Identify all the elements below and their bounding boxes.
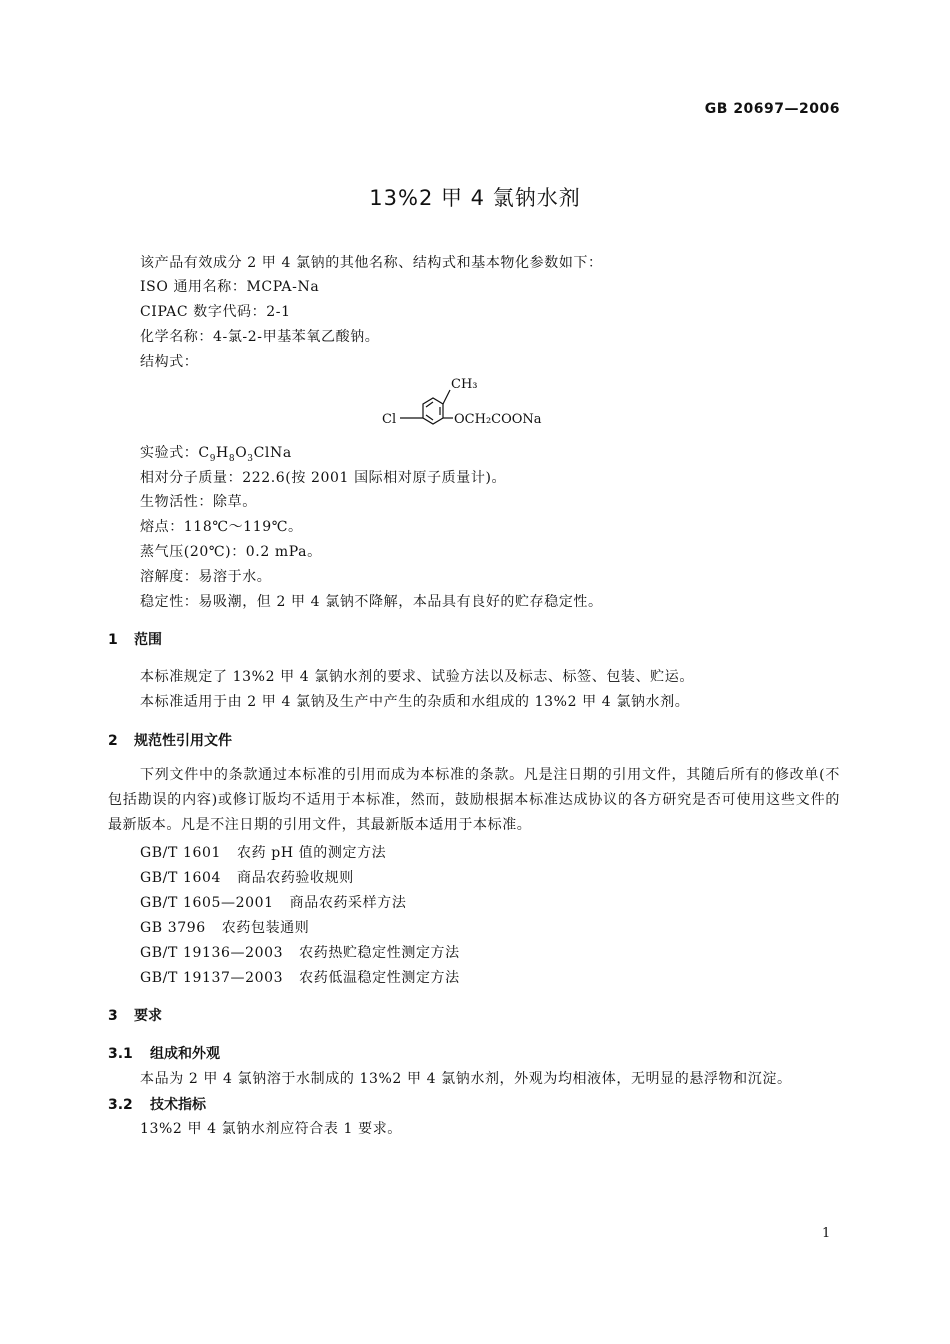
bio-activity: 生物活性：除草。 (140, 494, 257, 510)
reference-code: GB/T 1601 (140, 845, 222, 861)
section-title: 组成和外观 (150, 1046, 220, 1062)
molecular-weight: 相对分子质量：222.6(按 2001 国际相对原子质量计)。 (140, 470, 507, 486)
substituent-chloro: Cl (382, 412, 397, 427)
reference-code: GB 3796 (140, 920, 206, 936)
section-number: 1 (108, 632, 118, 648)
structure-label: 结构式： (140, 354, 199, 370)
page-number: 1 (822, 1226, 831, 1241)
structural-formula (370, 372, 580, 440)
intro-lead: 该产品有效成分 2 甲 4 氯钠的其他名称、结构式和基本物化参数如下： (140, 255, 603, 271)
section-title: 技术指标 (150, 1097, 206, 1113)
empirical-formula (140, 442, 292, 464)
formula-value: $C_9H_8O_3ClNa$ (198, 445, 292, 464)
section-3-heading (108, 1005, 162, 1025)
section-3-1-heading (108, 1043, 220, 1063)
chemical-name: 化学名称：4-氯-2-甲基苯氧乙酸钠。 (140, 329, 380, 345)
section-number: 3.1 (108, 1046, 133, 1062)
standard-number: GB 20697—2006 (704, 101, 840, 117)
methyl-bond (443, 390, 450, 404)
cipac-code: CIPAC 数字代码：2-1 (140, 304, 291, 320)
reference-title: 农药低温稳定性测定方法 (299, 970, 460, 986)
reference-title: 农药包装通则 (221, 920, 310, 936)
benzene-ring (400, 390, 453, 424)
reference-item (140, 942, 460, 962)
reference-item (140, 967, 460, 987)
section-2-heading (108, 730, 232, 750)
melting-point: 熔点：118℃～119℃。 (140, 519, 303, 535)
vapor-pressure: 蒸气压(20℃)：0.2 mPa。 (140, 544, 322, 560)
iso-name: ISO 通用名称：MCPA-Na (140, 279, 320, 295)
formula-prefix: 实验式： (140, 445, 199, 461)
reference-item (140, 892, 406, 912)
stability: 稳定性：易吸潮，但 2 甲 4 氯钠不降解，本品具有良好的贮存稳定性。 (140, 594, 603, 610)
section-number: 3 (108, 1008, 118, 1024)
section-number: 2 (108, 733, 118, 749)
section-number: 3.2 (108, 1097, 133, 1113)
reference-item (140, 917, 309, 937)
reference-code: GB/T 19136—2003 (140, 945, 284, 961)
references-paragraph: 下列文件中的条款通过本标准的引用而成为本标准的条款。凡是注日期的引用文件，其随后所有的修改单(不包括勘误的内容)或修订版均不适用于本标准，然而，鼓励根据本标准达成协议的各方研究是否可使用这些文件的最新版本。凡是不注日期的引用文件，其最新版本适用于本标准。 (108, 767, 840, 833)
reference-item (140, 842, 386, 862)
composition-appearance-text: 本品为 2 甲 4 氯钠溶于水制成的 13%2 甲 4 氯钠水剂，外观为均相液体，无明显的悬浮物和沉淀。 (140, 1071, 792, 1087)
solubility: 溶解度：易溶于水。 (140, 569, 272, 585)
reference-code: GB/T 1605—2001 (140, 895, 274, 911)
section-title: 范围 (134, 632, 162, 648)
technical-indicators-text: 13%2 甲 4 氯钠水剂应符合表 1 要求。 (140, 1121, 402, 1137)
section-1-heading (108, 629, 162, 649)
scope-paragraph-1: 本标准规定了 13%2 甲 4 氯钠水剂的要求、试验方法以及标志、标签、包装、贮运。 (140, 669, 694, 685)
document-title: 13%2 甲 4 氯钠水剂 (369, 186, 581, 210)
reference-item (140, 867, 354, 887)
reference-code: GB/T 19137—2003 (140, 970, 284, 986)
scope-paragraph-2: 本标准适用于由 2 甲 4 氯钠及生产中产生的杂质和水组成的 13%2 甲 4 氯钠水剂。 (140, 694, 690, 710)
substituent-methyl: CH₃ (451, 377, 478, 392)
section-title: 规范性引用文件 (134, 733, 232, 749)
section-title: 要求 (134, 1008, 162, 1024)
reference-title: 商品农药验收规则 (237, 870, 354, 886)
reference-code: GB/T 1604 (140, 870, 222, 886)
substituent-oxyacetate: OCH₂COONa (454, 412, 542, 427)
reference-title: 商品农药采样方法 (289, 895, 407, 911)
reference-title: 农药热贮稳定性测定方法 (299, 945, 460, 961)
reference-title: 农药 pH 值的测定方法 (237, 845, 387, 861)
section-3-2-heading (108, 1094, 206, 1114)
